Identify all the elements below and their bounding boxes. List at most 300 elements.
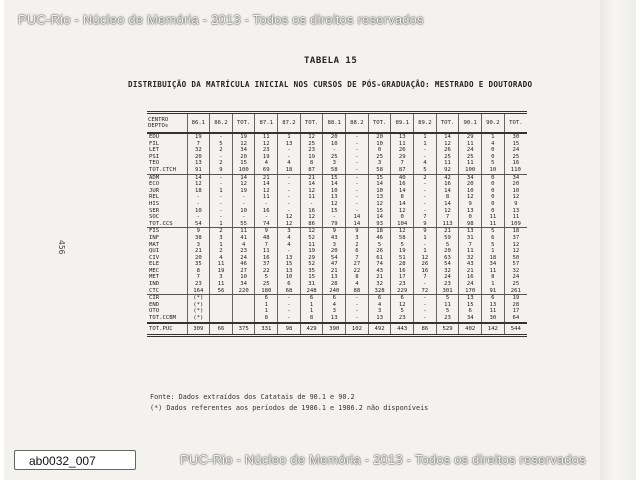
table-cell: 2: [210, 147, 233, 154]
table-row: [147, 295, 527, 302]
table-cell: 12: [512, 194, 520, 201]
table-cell: -: [210, 194, 233, 201]
table-cell: 12: [391, 228, 414, 235]
table-cell: 20: [323, 248, 346, 255]
table-cell: 2: [210, 228, 233, 235]
table-cell: -: [346, 295, 369, 302]
table-cell: -: [346, 302, 369, 309]
row-label: ECO: [147, 181, 187, 188]
table-cell: 544: [504, 323, 527, 335]
table-cell: 14: [368, 181, 391, 188]
table-cell: 5: [482, 242, 505, 249]
table-cell: 23: [255, 147, 278, 154]
table-cell: -: [414, 194, 437, 201]
table-cell: 5: [391, 308, 414, 315]
table-cell: 10: [232, 208, 255, 215]
table-cell: 9: [255, 228, 278, 235]
table-cell: 3: [210, 274, 233, 281]
table-cell: 12: [255, 141, 278, 148]
table-cell: 11: [482, 214, 505, 221]
table-cell: 12: [436, 141, 459, 148]
table-cell: 91: [187, 167, 210, 174]
table-cell: 11: [459, 248, 482, 255]
table-cell: 13: [482, 302, 505, 309]
table-cell: 16: [391, 268, 414, 275]
table-cell: 13: [323, 194, 346, 201]
table-cell: 23: [391, 315, 414, 323]
page-gutter: [600, 0, 636, 480]
table-cell: -: [414, 201, 437, 208]
table-cell: 8: [391, 194, 414, 201]
table-cell: -: [323, 147, 346, 154]
table-cell: 34: [232, 147, 255, 154]
table-cell: -: [414, 147, 437, 154]
column-header: TOT.: [300, 114, 323, 133]
table-cell: 69: [255, 167, 278, 174]
table-cell: -: [278, 174, 301, 181]
table-cell: -: [278, 302, 301, 309]
table-cell: 170: [459, 288, 482, 295]
table-cell: 11: [300, 194, 323, 201]
column-header: TOT.: [368, 114, 391, 133]
table-cell: 10: [368, 188, 391, 195]
table-cell: 15: [232, 160, 255, 167]
table-cell: 11: [255, 194, 278, 201]
table-row: [147, 154, 527, 161]
table-cell: 25: [368, 154, 391, 161]
table-cell: 6: [459, 308, 482, 315]
table-cell: 15: [368, 208, 391, 215]
table-cell: 24: [436, 274, 459, 281]
table-cell: -: [346, 201, 369, 208]
table-row: [147, 274, 527, 281]
column-header: 89.1: [391, 114, 414, 133]
table-cell: 11: [210, 281, 233, 288]
table-cell: 10: [323, 141, 346, 148]
table-cell: 3: [368, 160, 391, 167]
document-page: [4, 0, 636, 480]
table-cell: 16: [459, 274, 482, 281]
table-cell: 1: [255, 302, 278, 309]
table-cell: 20: [436, 248, 459, 255]
table-cell: 11: [391, 141, 414, 148]
row-label: CIR: [147, 295, 187, 302]
table-cell: 12: [391, 302, 414, 309]
table-cell: 0: [368, 147, 391, 154]
table-cell: 1: [482, 281, 505, 288]
row-label: FIL: [147, 141, 187, 148]
table-cell: 52: [300, 235, 323, 242]
table-row: [147, 194, 527, 201]
table-cell: 64: [504, 315, 527, 323]
table-cell: 35: [187, 261, 210, 268]
table-cell: 15: [368, 174, 391, 181]
table-cell: 5: [436, 295, 459, 302]
table-cell: 1: [255, 308, 278, 315]
table-cell: 29: [459, 133, 482, 141]
table-cell: 7: [187, 141, 210, 148]
table-cell: 13: [368, 194, 391, 201]
table-cell: 37: [255, 261, 278, 268]
table-cell: 58: [368, 167, 391, 174]
row-label: EDU: [147, 133, 187, 141]
table-cell: 12: [187, 181, 210, 188]
table-cell: 14: [232, 174, 255, 181]
table-cell: -: [414, 308, 437, 315]
table-cell: 13: [512, 207, 520, 214]
table-cell: 6: [368, 295, 391, 302]
table-cell: 27: [346, 261, 369, 268]
table-cell: 3: [346, 235, 369, 242]
page-number: 456: [57, 240, 66, 255]
table-cell: 88: [346, 288, 369, 295]
table-cell: 15: [459, 302, 482, 309]
table-row: [147, 308, 527, 315]
table-cell: 5: [255, 274, 278, 281]
table-cell: 24: [459, 281, 482, 288]
table-cell: 16: [255, 208, 278, 215]
table-cell: 2: [210, 160, 233, 167]
table-cell: 14: [346, 214, 369, 221]
table-cell: 14: [436, 201, 459, 208]
table-cell: 1: [300, 308, 323, 315]
table-cell: 21: [300, 174, 323, 181]
table-cell: 8: [300, 160, 323, 167]
table-cell: 9: [346, 228, 369, 235]
table-cell: 50: [512, 254, 520, 261]
column-header: 86.1: [187, 114, 210, 133]
table-cell: 25: [436, 154, 459, 161]
table-cell: 56: [210, 288, 233, 295]
table-cell: 7: [414, 274, 437, 281]
table-cell: -: [346, 208, 369, 215]
table-cell: 43: [459, 261, 482, 268]
table-cell: 492: [368, 323, 391, 335]
table-cell: 21: [436, 228, 459, 235]
table-cell: 43: [323, 235, 346, 242]
table-cell: 16: [255, 255, 278, 262]
table-cell: [232, 295, 255, 302]
table-cell: -: [232, 214, 255, 221]
table-cell: 40: [391, 174, 414, 181]
table-cell: 58: [323, 167, 346, 174]
table-row: [147, 281, 527, 288]
table-cell: 8: [300, 315, 323, 323]
table-cell: 4: [278, 160, 301, 167]
table-cell: 32: [436, 268, 459, 275]
table-cell: 229: [391, 288, 414, 295]
table-cell: 8: [346, 274, 369, 281]
table-cell: -: [278, 315, 301, 323]
table-cell: 109: [504, 221, 527, 228]
table-cell: 5: [436, 308, 459, 315]
table-cell: 16: [512, 160, 520, 167]
table-cell: -: [346, 188, 369, 195]
table-cell: 4: [232, 242, 255, 249]
table-cell: 55: [232, 221, 255, 228]
table-cell: 3: [323, 242, 346, 249]
table-cell: 54: [187, 221, 210, 228]
table-cell: -: [346, 315, 369, 323]
table-cell: 0: [482, 188, 505, 195]
table-cell: 66: [210, 323, 233, 335]
table-cell: 6: [323, 295, 346, 302]
table-cell: 17: [512, 308, 520, 315]
table-cell: 21: [187, 248, 210, 255]
table-cell: 9: [514, 200, 518, 207]
table-cell: 4: [278, 242, 301, 249]
table-cell: 5: [436, 242, 459, 249]
table-cell: 30: [512, 134, 520, 140]
table-cell: 92: [436, 167, 459, 174]
table-cell: 12: [512, 241, 520, 248]
table-cell: 5: [210, 141, 233, 148]
table-cell: -: [255, 214, 278, 221]
table-cell: 20: [512, 181, 520, 188]
table-cell: 0: [459, 214, 482, 221]
table-cell: 25: [255, 281, 278, 288]
table-cell: 28: [391, 261, 414, 268]
table-cell: -: [278, 181, 301, 188]
table-cell: 14: [323, 181, 346, 188]
table-cell: 331: [255, 323, 278, 335]
table-cell: -: [210, 181, 233, 188]
table-cell: 11: [255, 133, 278, 141]
table-cell: 21: [255, 174, 278, 181]
table-cell: 19: [300, 154, 323, 161]
table-cell: 180: [255, 288, 278, 295]
table-cell: 0: [482, 208, 505, 215]
table-cell: 12: [278, 221, 301, 228]
table-cell: -: [346, 181, 369, 188]
table-cell: 22: [346, 268, 369, 275]
table-cell: 13: [459, 208, 482, 215]
table-cell: 14: [436, 133, 459, 141]
table-cell: 18: [368, 228, 391, 235]
table-cell: -: [346, 308, 369, 315]
table-cell: 0: [482, 194, 505, 201]
table-cell: -: [278, 308, 301, 315]
table-cell: [210, 315, 233, 323]
table-cell: 25: [459, 154, 482, 161]
table-cell: -: [210, 214, 233, 221]
footnote: (*) Dados referentes aos períodos de 1986.1 e 1986.2 não disponíveis: [150, 404, 429, 412]
table-cell: 10: [278, 274, 301, 281]
table-cell: 26: [414, 261, 437, 268]
header-centro-deptos: [147, 114, 187, 133]
table-cell: -: [187, 194, 210, 201]
table-cell: -: [187, 214, 210, 221]
table-cell: 72: [414, 288, 437, 295]
table-cell: 20: [459, 181, 482, 188]
table-cell: 1: [278, 133, 301, 141]
table-cell: 12: [414, 255, 437, 262]
table-cell: 6: [300, 295, 323, 302]
table-title: TABELA 15: [304, 56, 358, 66]
table-cell: 12: [300, 133, 323, 141]
table-cell: 1: [414, 141, 437, 148]
table-cell: 13: [323, 274, 346, 281]
header-centro-label: CENTRO: [148, 117, 169, 123]
table-cell: 4: [323, 302, 346, 309]
table-cell: 21: [368, 274, 391, 281]
row-label: QUI: [147, 248, 187, 255]
table-cell: -: [346, 194, 369, 201]
row-label: TOT.CCS: [147, 221, 187, 228]
table-cell: [232, 308, 255, 315]
table-cell: 7: [346, 255, 369, 262]
table-row: [147, 302, 527, 309]
table-cell: 240: [323, 288, 346, 295]
table-cell: 6: [482, 235, 505, 242]
table-cell: (*): [187, 308, 210, 315]
table-cell: 164: [187, 288, 210, 295]
watermark-bottom: PUC-Rio - Núcleo de Memória - 2013 - Todos os direitos reservados: [180, 452, 586, 467]
enrollment-table-frame: [147, 111, 527, 337]
table-cell: 16: [391, 181, 414, 188]
table-cell: 93: [368, 221, 391, 228]
table-cell: 12: [255, 188, 278, 195]
table-cell: 10: [512, 187, 520, 194]
table-cell: 6: [255, 295, 278, 302]
row-label: END: [147, 302, 187, 309]
subtotal-row: [147, 315, 527, 323]
table-cell: 3: [323, 160, 346, 167]
table-cell: 47: [323, 261, 346, 268]
subtotal-row: [147, 167, 527, 174]
table-cell: 10: [368, 141, 391, 148]
table-row: [147, 235, 527, 242]
table-cell: 29: [300, 255, 323, 262]
table-cell: 24: [512, 147, 520, 154]
table-cell: 23: [436, 281, 459, 288]
table-cell: 7: [436, 214, 459, 221]
table-cell: 4: [255, 160, 278, 167]
table-cell: 20: [187, 154, 210, 161]
table-cell: 4: [346, 281, 369, 288]
table-cell: 9: [323, 228, 346, 235]
table-cell: 13: [187, 160, 210, 167]
table-row: [147, 255, 527, 262]
table-cell: 1: [482, 248, 505, 255]
table-cell: 46: [368, 235, 391, 242]
column-header: 86.2: [210, 114, 233, 133]
table-cell: 113: [436, 221, 459, 228]
table-cell: 10: [482, 167, 505, 174]
table-cell: 100: [459, 167, 482, 174]
table-cell: 86: [300, 221, 323, 228]
table-cell: 301: [436, 288, 459, 295]
table-cell: 19: [391, 248, 414, 255]
table-cell: 20: [232, 154, 255, 161]
table-cell: -: [278, 295, 301, 302]
table-cell: 8: [482, 274, 505, 281]
document-id-label: ab0032_007: [14, 450, 136, 470]
table-cell: 43: [368, 268, 391, 275]
row-label: MAT: [147, 242, 187, 249]
table-row: [147, 133, 527, 141]
table-cell: 14: [300, 181, 323, 188]
table-cell: 0: [482, 181, 505, 188]
table-cell: 21: [323, 268, 346, 275]
table-cell: 12: [300, 214, 323, 221]
table-row: [147, 214, 527, 221]
table-cell: -: [414, 315, 437, 323]
table-cell: 5: [368, 242, 391, 249]
table-cell: 4: [414, 160, 437, 167]
table-cell: (*): [187, 315, 210, 323]
table-cell: 6: [391, 295, 414, 302]
table-cell: 7: [391, 160, 414, 167]
table-cell: 57: [512, 261, 520, 268]
column-header: 90.1: [459, 114, 482, 133]
table-cell: -: [414, 302, 437, 309]
table-cell: -: [187, 201, 210, 208]
table-cell: 24: [512, 274, 520, 281]
table-cell: 102: [346, 323, 369, 335]
table-cell: -: [414, 281, 437, 288]
table-cell: 13: [368, 315, 391, 323]
row-label: FIS: [147, 228, 187, 235]
table-cell: 12: [391, 208, 414, 215]
table-cell: 14: [368, 214, 391, 221]
table-cell: 59: [436, 235, 459, 242]
table-cell: 12: [368, 201, 391, 208]
table-cell: 8: [436, 194, 459, 201]
table-cell: 18: [187, 188, 210, 195]
table-cell: 41: [232, 235, 255, 242]
table-cell: [232, 302, 255, 309]
column-header: 88.2: [346, 114, 369, 133]
table-cell: 13: [391, 133, 414, 141]
table-cell: 11: [255, 248, 278, 255]
table-cell: 12: [512, 248, 520, 255]
table-cell: 429: [300, 323, 323, 335]
table-cell: -: [278, 147, 301, 154]
table-cell: 12: [323, 201, 346, 208]
table-cell: 12: [300, 228, 323, 235]
table-cell: 17: [391, 274, 414, 281]
column-header: 87.1: [255, 114, 278, 133]
table-cell: 19: [300, 248, 323, 255]
table-row: [147, 160, 527, 167]
table-cell: 20: [323, 133, 346, 141]
table-cell: 21: [459, 268, 482, 275]
table-cell: 13: [278, 141, 301, 148]
table-cell: 52: [300, 261, 323, 268]
table-notes: [150, 392, 428, 414]
table-cell: 9: [414, 228, 437, 235]
table-cell: 3: [278, 228, 301, 235]
table-cell: 19: [232, 133, 255, 141]
table-cell: 261: [504, 288, 527, 295]
table-cell: 18: [482, 255, 505, 262]
subtotal-row: [147, 221, 527, 228]
table-cell: -: [278, 248, 301, 255]
row-label: TOT.PUC: [147, 323, 187, 335]
table-cell: 4: [368, 302, 391, 309]
table-cell: 19: [210, 268, 233, 275]
column-header: 89.2: [414, 114, 437, 133]
row-label: TOT.CCBM: [147, 315, 187, 323]
table-cell: 35: [300, 268, 323, 275]
table-cell: 91: [482, 288, 505, 295]
table-cell: 14: [187, 174, 210, 181]
table-cell: 12: [232, 141, 255, 148]
table-cell: 443: [391, 323, 414, 335]
table-cell: 22: [255, 268, 278, 275]
table-cell: 19: [232, 188, 255, 195]
